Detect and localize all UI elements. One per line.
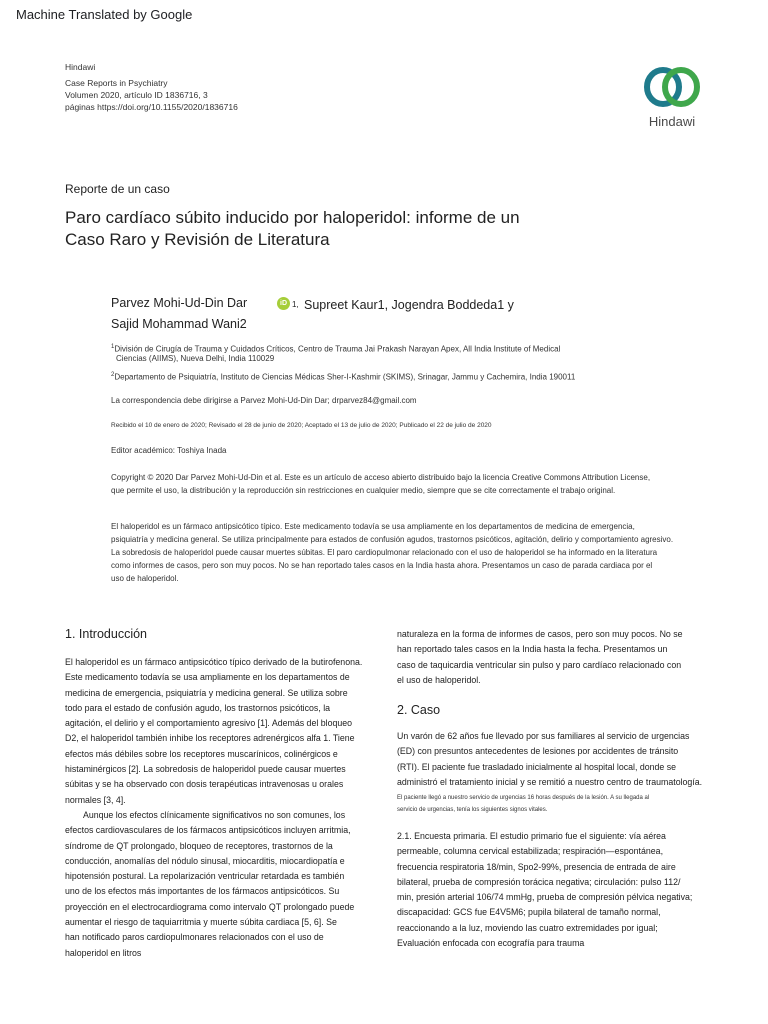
affiliation-number: 2 (111, 372, 115, 378)
text-line: Evaluación enfocada con ecografía para trauma (397, 938, 585, 949)
text-line: administró el tratamiento inicial y se remitió a nuestro centro de traumatología. (397, 776, 703, 787)
text-line: aumentar el riesgo de taquiarritmia y muerte súbita cardiaca [5, 6]. Se (65, 917, 337, 928)
section-heading-introduction: 1. Introducción (65, 627, 147, 641)
text-line: 2.1. Encuesta primaria. El estudio primario fue el siguiente: vía aérea (397, 831, 666, 841)
affiliation-1-continued: Ciencias (AIIMS), Nueva Delhi, India 110029 (116, 354, 275, 363)
affiliation-text: Departamento de Psiquiatría, Instituto de Ciencias Médicas Sher-I-Kashmir (SKIMS), Srinagar, Jammu y Cachemira, India 190011 (114, 372, 576, 382)
case-small-text (397, 792, 717, 816)
text-line: servicio de urgencias, tenía los siguientes signos vitales. (397, 807, 548, 813)
text-line: histaminérgicos [2]. La sobredosis de haloperidol puede causar muertes (65, 764, 346, 775)
author-first: Parvez Mohi-Ud-Din Dar (111, 296, 248, 310)
text-line: (RTI). El paciente fue trasladado inicialmente al hospital local, donde se (397, 761, 677, 772)
text-line: uno de los efectos más importantes de los fármacos antipsicóticos. Su (65, 886, 340, 897)
abstract-line: psiquiatría y medicina general. Se utiliza principalmente para estados de confusión agudos, trastornos psicóticos, agitación, delirio y comportamiento agresivo. (111, 535, 674, 544)
text-line: El paciente llegó a nuestro servicio de urgencias 16 horas después de la lesión. A su llegada al (397, 795, 650, 801)
journal-volume: Volumen 2020, artículo ID 1836716, 3 (65, 90, 208, 100)
text-line: Un varón de 62 años fue llevado por sus familiares al servicio de urgencias (397, 731, 690, 741)
journal-doi[interactable]: páginas https://doi.org/10.1155/2020/1836716 (65, 102, 238, 112)
text-line: el uso de haloperidol. (397, 674, 481, 685)
text-line: han reportado tales casos en la India hasta la fecha. Presentamos un (397, 644, 668, 655)
case-body (397, 729, 717, 790)
text-line: min, presión arterial 106/74 mmHg, prueba de compresión pélvica negativa; (397, 892, 693, 903)
text-line: síndrome de QT prolongado, bloqueo de receptores, trastornos de la (65, 840, 333, 851)
article-type: Reporte de un caso (65, 182, 170, 196)
copyright-line: Copyright © 2020 Dar Parvez Mohi-Ud-Din et al. Este es un artículo de acceso abierto distribuido bajo la licencia Creative Commons Attribution License, (111, 473, 651, 482)
text-line: bilateral, prueba de compresión torácica negativa; circulación: pulso 112/ (397, 876, 681, 887)
abstract (111, 520, 731, 585)
academic-editor: Editor académico: Toshiya Inada (111, 446, 227, 455)
introduction-body (65, 655, 365, 961)
text-line: permeable, columna cervical estabilizada; respiración—espontánea, (397, 846, 664, 857)
abstract-line: La sobredosis de haloperidol puede causar muertes súbitas. El paro cardiopulmonar relacionado con el uso de haloperidol se ha informado en la literatura (111, 548, 658, 557)
text-line: conducción, anomalías del nódulo sinusal, miocarditis, miocardiopatía e (65, 855, 345, 866)
publisher-name: Hindawi (65, 62, 96, 72)
text-line: agitación, el delirio y el comportamiento agresivo [1]. Además del bloqueo (65, 718, 353, 729)
abstract-line: El haloperidol es un fármaco antipsicótico típico. Este medicamento todavía se usa ampliamente en los departamentos de medicina de emergencia, (111, 522, 635, 531)
text-line: discapacidad: GCS fue E4V5M6; pupila bilateral de tamaño normal, (397, 907, 661, 918)
orcid-icon[interactable]: iD (277, 297, 290, 310)
journal-meta (65, 61, 238, 113)
text-line: efectos más débiles sobre los receptores muscarínicos, colinérgicos e (65, 748, 338, 759)
section-heading-case: 2. Caso (397, 703, 441, 717)
article-title (65, 207, 565, 251)
text-line: El haloperidol es un fármaco antipsicótico típico derivado de la butirofenona. (65, 657, 363, 667)
text-line: efectos cardiovasculares de los fármacos antipsicóticos incluyen arritmia, (65, 825, 351, 836)
primary-survey (397, 829, 717, 951)
text-line: caso de taquicardia ventricular sin pulso y paro cardíaco relacionado con (397, 659, 682, 670)
text-line: frecuencia respiratoria 18/min, Spo2-99%, presencia de entrada de aire (397, 861, 676, 872)
abstract-line: uso de haloperidol. (111, 574, 179, 583)
machine-translation-label: Machine Translated by Google (16, 7, 193, 22)
text-line: Este medicamento todavía se usa ampliamente en los departamentos de (65, 672, 350, 683)
author-last: Sajid Mohammad Wani2 (111, 317, 247, 331)
text-line: súbitas y se ha observado con dosis terapéuticas intravenosas u orales (65, 779, 344, 790)
title-line: Caso Raro y Revisión de Literatura (65, 230, 330, 249)
text-line: reaccionando a la luz, moviendo las cuatro extremidades por igual; (397, 922, 658, 933)
text-line: proyección en el electrocardiograma como intervalo QT prolongado puede (65, 901, 355, 912)
text-line: normales [3, 4]. (65, 794, 126, 805)
hindawi-logo-text: Hindawi (648, 114, 696, 129)
publication-dates: Recibido el 10 de enero de 2020; Revisado el 28 de junio de 2020; Aceptado el 13 de julio de 2020; Publicado el 22 de julio de 2020 (111, 422, 492, 429)
text-line: medicina de emergencia, psiquiatría y medicina general. Se utiliza sobre (65, 687, 348, 698)
author-affiliation-sup: 1, (292, 300, 299, 309)
authors-rest: Supreet Kaur1, Jogendra Boddeda1 y (304, 298, 514, 312)
text-line: han notificado paros cardiopulmonares relacionados con el uso de (65, 932, 324, 943)
title-line: Paro cardíaco súbito inducido por haloperidol: informe de un (65, 208, 520, 227)
affiliation-number: 1 (111, 344, 115, 350)
text-line: todo para el estado de confusión agudo, los trastornos psicóticos, la (65, 702, 331, 713)
journal-name: Case Reports in Psychiatry (65, 78, 168, 88)
copyright-notice (111, 471, 711, 497)
affiliation-2 (111, 369, 651, 384)
abstract-line: como informes de casos, pero son muy pocos. No se han reportado tales casos en la India hasta ahora. Presentamos un caso de parada cardiaca por el (111, 561, 653, 570)
affiliation-text: División de Cirugía de Trauma y Cuidados Críticos, Centro de Trauma Jai Prakash Narayan Apex, All India Institute of Medical (114, 344, 561, 354)
text-line: D2, el haloperidol también inhibe los receptores adrenérgicos alfa 1. Tiene (65, 733, 355, 744)
introduction-continued (397, 627, 707, 688)
text-line: hipotensión postural. La repolarización ventricular retardada es también (65, 871, 345, 882)
correspondence: La correspondencia debe dirigirse a Parvez Mohi-Ud-Din Dar; drparvez84@gmail.com (111, 396, 417, 405)
copyright-line: que permite el uso, la distribución y la reproducción sin restricciones en cualquier medio, siempre que se cite correctamente el trabajo original. (111, 486, 616, 495)
text-line: haloperidol en litros (65, 947, 142, 958)
text-line: Aunque los efectos clínicamente significativos no son comunes, los (83, 809, 346, 820)
text-line: naturaleza en la forma de informes de casos, pero son muy pocos. No se (397, 629, 683, 639)
text-line: (ED) con presuntos antecedentes de lesiones por accidentes de tránsito (397, 746, 679, 757)
